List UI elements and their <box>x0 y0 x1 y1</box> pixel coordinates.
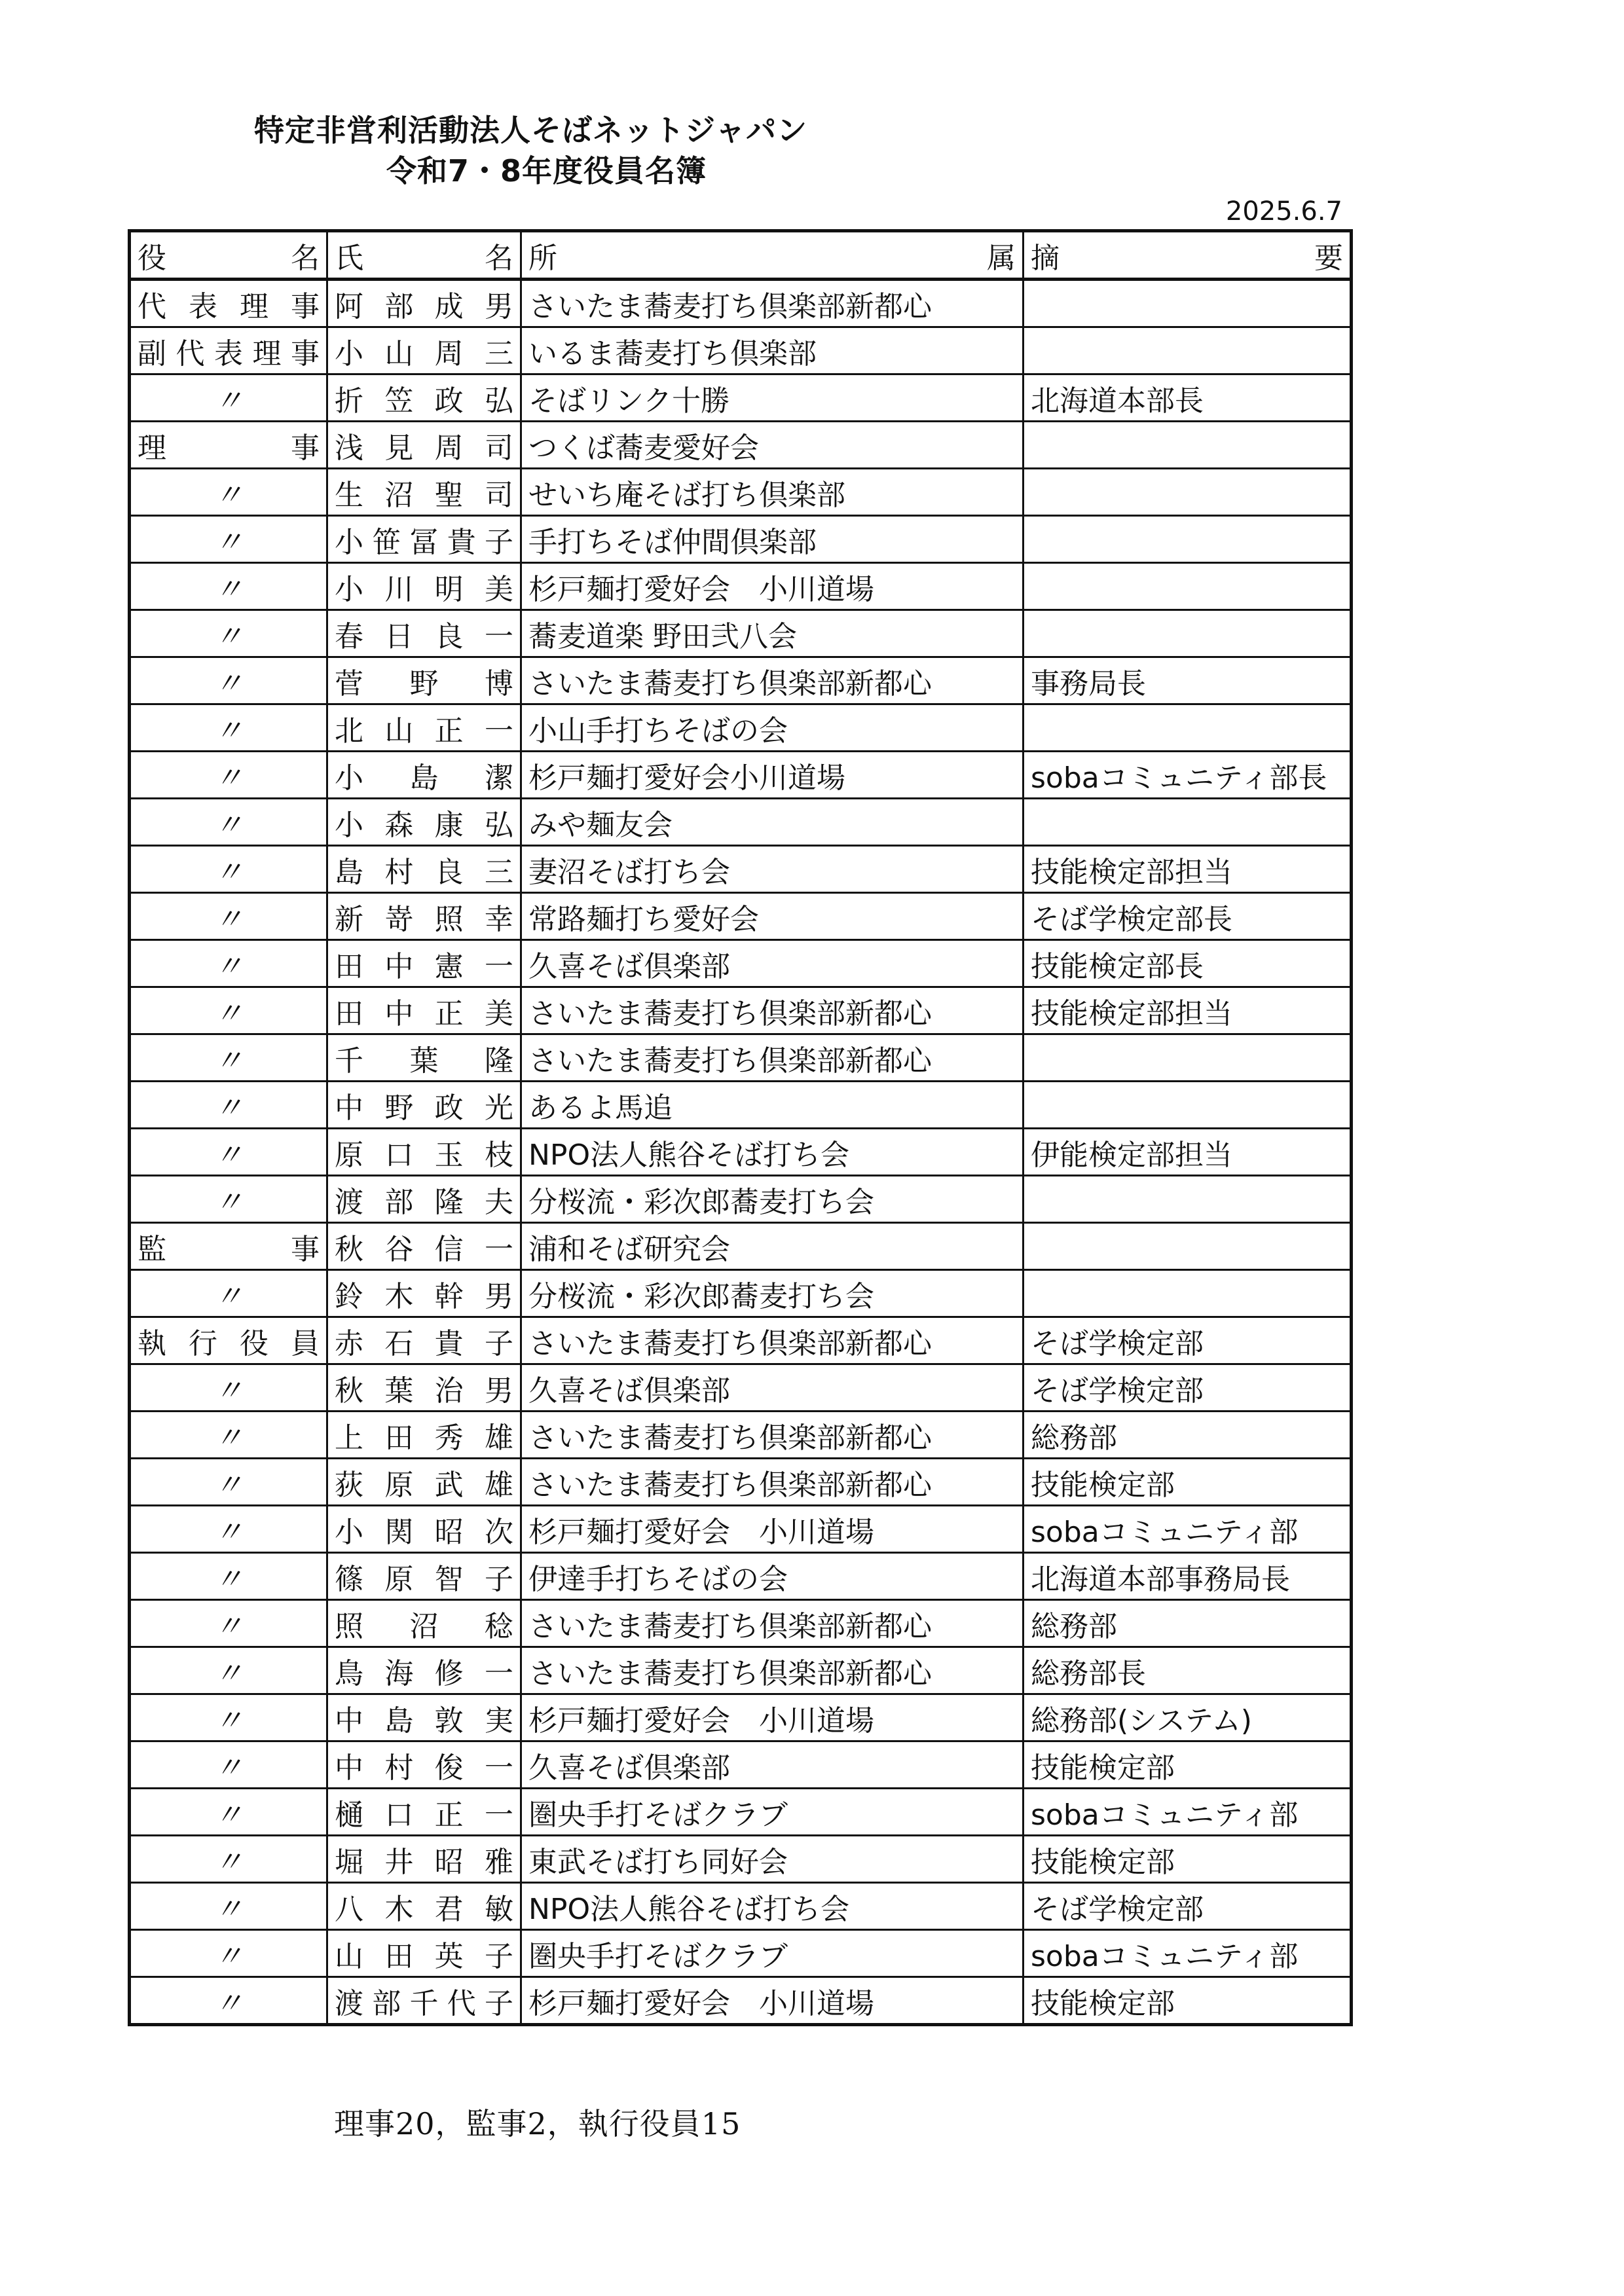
table-row <box>130 1741 1352 1789</box>
table-row <box>130 704 1352 752</box>
cell-name: 中 村 俊 一 <box>327 1741 521 1789</box>
cell-role: 執 行 役 員 <box>130 1317 327 1364</box>
cell-role: 〃 <box>130 1647 327 1694</box>
cell-role: 〃 <box>130 893 327 940</box>
table-row <box>130 1694 1352 1741</box>
cell-name: 北 山 正 一 <box>327 704 521 752</box>
cell-affiliation: いるま蕎麦打ち倶楽部 <box>521 327 1024 374</box>
table-row <box>130 799 1352 846</box>
cell-note <box>1024 799 1352 846</box>
cell-affiliation: 久喜そば倶楽部 <box>521 940 1024 987</box>
cell-affiliation: 杉戸麺打愛好会 小川道場 <box>521 1694 1024 1741</box>
cell-role: 〃 <box>130 1176 327 1223</box>
cell-affiliation: さいたま蕎麦打ち倶楽部新都心 <box>521 1034 1024 1082</box>
cell-affiliation: 妻沼そば打ち会 <box>521 846 1024 893</box>
cell-role: 〃 <box>130 1600 327 1647</box>
cell-affiliation: さいたま蕎麦打ち倶楽部新都心 <box>521 1600 1024 1647</box>
cell-note <box>1024 469 1352 516</box>
cell-note <box>1024 563 1352 610</box>
cell-affiliation: さいたま蕎麦打ち倶楽部新都心 <box>521 987 1024 1034</box>
cell-role: 〃 <box>130 704 327 752</box>
cell-role: 〃 <box>130 1694 327 1741</box>
cell-affiliation: 杉戸麺打愛好会 小川道場 <box>521 1506 1024 1553</box>
cell-note <box>1024 1270 1352 1317</box>
cell-note: 総務部長 <box>1024 1647 1352 1694</box>
table-row <box>130 1506 1352 1553</box>
header-affiliation: 所 属 <box>521 231 1024 280</box>
table-row <box>130 1270 1352 1317</box>
cell-note: sobaコミュニティ部 <box>1024 1930 1352 1977</box>
cell-role: 〃 <box>130 563 327 610</box>
cell-role: 〃 <box>130 469 327 516</box>
cell-affiliation: 杉戸麺打愛好会小川道場 <box>521 752 1024 799</box>
cell-affiliation: つくば蕎麦愛好会 <box>521 422 1024 469</box>
cell-note: 技能検定部 <box>1024 1741 1352 1789</box>
table-row <box>130 1977 1352 2025</box>
cell-name: 荻 原 武 雄 <box>327 1459 521 1506</box>
cell-role: 代 表 理 事 <box>130 280 327 327</box>
cell-name: 篠 原 智 子 <box>327 1553 521 1600</box>
table-row <box>130 327 1352 374</box>
cell-note: 北海道本部事務局長 <box>1024 1553 1352 1600</box>
document-date: 2025.6.7 <box>1225 196 1342 227</box>
cell-affiliation: 杉戸麺打愛好会 小川道場 <box>521 1977 1024 2025</box>
cell-name: 渡 部 千 代 子 <box>327 1977 521 2025</box>
table-row <box>130 1883 1352 1930</box>
cell-role: 〃 <box>130 987 327 1034</box>
cell-note: 北海道本部長 <box>1024 374 1352 422</box>
cell-name: 山 田 英 子 <box>327 1930 521 1977</box>
cell-affiliation: さいたま蕎麦打ち倶楽部新都心 <box>521 1459 1024 1506</box>
cell-affiliation: みや麺友会 <box>521 799 1024 846</box>
cell-note: そば学検定部長 <box>1024 893 1352 940</box>
cell-role: 〃 <box>130 374 327 422</box>
table-row <box>130 469 1352 516</box>
cell-note <box>1024 280 1352 327</box>
cell-name: 堀 井 昭 雅 <box>327 1836 521 1883</box>
cell-affiliation: さいたま蕎麦打ち倶楽部新都心 <box>521 1317 1024 1364</box>
cell-note: 総務部 <box>1024 1412 1352 1459</box>
cell-role: 〃 <box>130 1034 327 1082</box>
table-row <box>130 752 1352 799</box>
cell-name: 渡 部 隆 夫 <box>327 1176 521 1223</box>
cell-role: 〃 <box>130 1553 327 1600</box>
cell-role: 〃 <box>130 516 327 563</box>
cell-name: 鈴 木 幹 男 <box>327 1270 521 1317</box>
cell-name: 樋 口 正 一 <box>327 1789 521 1836</box>
cell-name: 生 沼 聖 司 <box>327 469 521 516</box>
table-row <box>130 1317 1352 1364</box>
cell-affiliation: NPO法人熊谷そば打ち会 <box>521 1129 1024 1176</box>
cell-affiliation: 久喜そば倶楽部 <box>521 1741 1024 1789</box>
cell-role: 監 事 <box>130 1223 327 1270</box>
cell-note: そば学検定部 <box>1024 1364 1352 1412</box>
cell-note <box>1024 704 1352 752</box>
cell-note <box>1024 1034 1352 1082</box>
cell-affiliation: 蕎麦道楽 野田弐八会 <box>521 610 1024 657</box>
cell-role: 〃 <box>130 1082 327 1129</box>
cell-role: 〃 <box>130 1883 327 1930</box>
cell-name: 原 口 玉 枝 <box>327 1129 521 1176</box>
table-row <box>130 1129 1352 1176</box>
cell-role: 〃 <box>130 1129 327 1176</box>
cell-role: 〃 <box>130 1977 327 2025</box>
table-row <box>130 1034 1352 1082</box>
cell-name: 小 森 康 弘 <box>327 799 521 846</box>
cell-affiliation: 東武そば打ち同好会 <box>521 1836 1024 1883</box>
table-header-row <box>130 231 1352 280</box>
table-row <box>130 610 1352 657</box>
table-row <box>130 1364 1352 1412</box>
table-row <box>130 563 1352 610</box>
cell-note: 総務部(システム) <box>1024 1694 1352 1741</box>
table-row <box>130 987 1352 1034</box>
cell-note: sobaコミュニティ部 <box>1024 1506 1352 1553</box>
cell-role: 〃 <box>130 1459 327 1506</box>
table-row <box>130 657 1352 704</box>
cell-note: sobaコミュニティ部長 <box>1024 752 1352 799</box>
cell-name: 春 日 良 一 <box>327 610 521 657</box>
cell-note: 技能検定部 <box>1024 1836 1352 1883</box>
cell-affiliation: 伊達手打ちそばの会 <box>521 1553 1024 1600</box>
cell-name: 小 島 潔 <box>327 752 521 799</box>
cell-role: 副 代 表 理 事 <box>130 327 327 374</box>
cell-role: 〃 <box>130 1506 327 1553</box>
table-row <box>130 1412 1352 1459</box>
table-row <box>130 1930 1352 1977</box>
cell-role: 〃 <box>130 799 327 846</box>
cell-name: 小 川 明 美 <box>327 563 521 610</box>
cell-name: 島 村 良 三 <box>327 846 521 893</box>
table-row <box>130 1459 1352 1506</box>
cell-role: 〃 <box>130 1789 327 1836</box>
table-row <box>130 1647 1352 1694</box>
cell-name: 菅 野 博 <box>327 657 521 704</box>
cell-name: 小 関 昭 次 <box>327 1506 521 1553</box>
table-row <box>130 1223 1352 1270</box>
officer-roster-table <box>128 229 1353 2026</box>
table-row <box>130 1176 1352 1223</box>
cell-name: 浅 見 周 司 <box>327 422 521 469</box>
cell-note <box>1024 1223 1352 1270</box>
cell-affiliation: さいたま蕎麦打ち倶楽部新都心 <box>521 1412 1024 1459</box>
cell-note: 技能検定部長 <box>1024 940 1352 987</box>
header-note: 摘 要 <box>1024 231 1352 280</box>
document-title: 特定非営利活動法人そばネットジャパン <box>254 113 808 148</box>
cell-affiliation: 圏央手打そばクラブ <box>521 1930 1024 1977</box>
cell-affiliation: そばリンク十勝 <box>521 374 1024 422</box>
cell-affiliation: あるよ馬追 <box>521 1082 1024 1129</box>
cell-affiliation: 分桜流・彩次郎蕎麦打ち会 <box>521 1176 1024 1223</box>
officer-count-summary: 理事20，監事2，執行役員15 <box>334 2106 741 2141</box>
table-row <box>130 1553 1352 1600</box>
table-row <box>130 516 1352 563</box>
cell-note: sobaコミュニティ部 <box>1024 1789 1352 1836</box>
cell-note: 技能検定部 <box>1024 1459 1352 1506</box>
cell-name: 秋 葉 治 男 <box>327 1364 521 1412</box>
table-row <box>130 893 1352 940</box>
cell-name: 上 田 秀 雄 <box>327 1412 521 1459</box>
cell-note <box>1024 422 1352 469</box>
cell-affiliation: さいたま蕎麦打ち倶楽部新都心 <box>521 1647 1024 1694</box>
table-row <box>130 1600 1352 1647</box>
cell-role: 〃 <box>130 1741 327 1789</box>
cell-name: 小 山 周 三 <box>327 327 521 374</box>
header-role: 役 名 <box>130 231 327 280</box>
cell-affiliation: 分桜流・彩次郎蕎麦打ち会 <box>521 1270 1024 1317</box>
table-row <box>130 1836 1352 1883</box>
cell-note: 技能検定部担当 <box>1024 846 1352 893</box>
cell-role: 〃 <box>130 1412 327 1459</box>
cell-role: 〃 <box>130 657 327 704</box>
cell-name: 中 野 政 光 <box>327 1082 521 1129</box>
cell-name: 秋 谷 信 一 <box>327 1223 521 1270</box>
cell-role: 〃 <box>130 1930 327 1977</box>
cell-note: 技能検定部担当 <box>1024 987 1352 1034</box>
cell-note: そば学検定部 <box>1024 1317 1352 1364</box>
cell-note <box>1024 1176 1352 1223</box>
table-row <box>130 846 1352 893</box>
cell-name: 新 嵜 照 幸 <box>327 893 521 940</box>
cell-affiliation: 久喜そば倶楽部 <box>521 1364 1024 1412</box>
table-row <box>130 374 1352 422</box>
cell-note: 事務局長 <box>1024 657 1352 704</box>
cell-name: 赤 石 貴 子 <box>327 1317 521 1364</box>
cell-name: 八 木 君 敏 <box>327 1883 521 1930</box>
cell-name: 中 島 敦 実 <box>327 1694 521 1741</box>
table-row <box>130 1789 1352 1836</box>
cell-name: 千 葉 隆 <box>327 1034 521 1082</box>
cell-affiliation: 浦和そば研究会 <box>521 1223 1024 1270</box>
cell-affiliation: 常路麺打ち愛好会 <box>521 893 1024 940</box>
cell-note <box>1024 1082 1352 1129</box>
cell-note: 伊能検定部担当 <box>1024 1129 1352 1176</box>
cell-name: 田 中 正 美 <box>327 987 521 1034</box>
cell-note: 総務部 <box>1024 1600 1352 1647</box>
cell-name: 照 沼 稔 <box>327 1600 521 1647</box>
cell-role: 〃 <box>130 940 327 987</box>
cell-note: そば学検定部 <box>1024 1883 1352 1930</box>
cell-role: 〃 <box>130 1270 327 1317</box>
cell-affiliation: 小山手打ちそばの会 <box>521 704 1024 752</box>
cell-affiliation: さいたま蕎麦打ち倶楽部新都心 <box>521 657 1024 704</box>
cell-role: 〃 <box>130 846 327 893</box>
table-row <box>130 422 1352 469</box>
cell-name: 小 笹 冨 貴 子 <box>327 516 521 563</box>
cell-name: 鳥 海 修 一 <box>327 1647 521 1694</box>
cell-affiliation: 手打ちそば仲間倶楽部 <box>521 516 1024 563</box>
cell-role: 〃 <box>130 752 327 799</box>
cell-affiliation: NPO法人熊谷そば打ち会 <box>521 1883 1024 1930</box>
cell-note: 技能検定部 <box>1024 1977 1352 2025</box>
table-row <box>130 1082 1352 1129</box>
cell-name: 阿 部 成 男 <box>327 280 521 327</box>
cell-affiliation: せいち庵そば打ち倶楽部 <box>521 469 1024 516</box>
roster-body <box>130 280 1352 2025</box>
cell-affiliation: 杉戸麺打愛好会 小川道場 <box>521 563 1024 610</box>
table-row <box>130 280 1352 327</box>
cell-role: 理 事 <box>130 422 327 469</box>
cell-role: 〃 <box>130 610 327 657</box>
cell-affiliation: 圏央手打そばクラブ <box>521 1789 1024 1836</box>
cell-note <box>1024 516 1352 563</box>
document-subtitle: 令和7・8年度役員名簿 <box>386 153 707 189</box>
cell-role: 〃 <box>130 1364 327 1412</box>
cell-note <box>1024 610 1352 657</box>
cell-name: 田 中 憲 一 <box>327 940 521 987</box>
cell-name: 折 笠 政 弘 <box>327 374 521 422</box>
cell-note <box>1024 327 1352 374</box>
header-name: 氏 名 <box>327 231 521 280</box>
table-row <box>130 940 1352 987</box>
cell-affiliation: さいたま蕎麦打ち倶楽部新都心 <box>521 280 1024 327</box>
cell-role: 〃 <box>130 1836 327 1883</box>
